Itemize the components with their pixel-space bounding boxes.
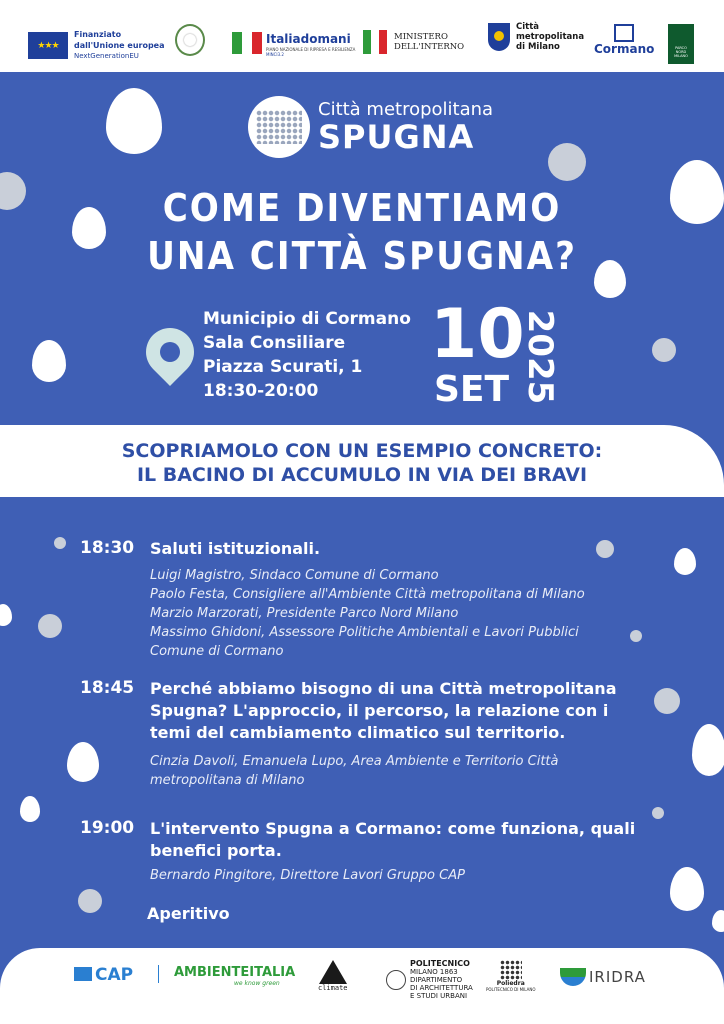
poli-line1: POLITECNICO	[410, 959, 470, 968]
water-drop-icon	[674, 548, 696, 575]
agenda-title: Saluti istituzionali.	[150, 539, 321, 558]
water-drop-icon	[32, 340, 66, 382]
eu-line3: NextGenerationEU	[74, 52, 139, 60]
poliedra-logo	[486, 960, 535, 992]
parco-line2: NORD	[675, 50, 687, 54]
citta-metropolitana-logo	[488, 22, 584, 52]
poliedra-text: Poliedra	[496, 980, 525, 987]
cap-text: CAP	[95, 965, 134, 985]
italian-flag-icon	[363, 30, 387, 54]
poliedra-mark-icon	[500, 960, 522, 980]
decorative-dot	[654, 688, 680, 714]
eu-line1: Finanziato	[74, 30, 122, 39]
decorative-dot	[652, 807, 664, 819]
ministero-line2: DELL'INTERNO	[394, 42, 465, 52]
speaker-line: Comune di Cormano	[150, 644, 284, 659]
water-drop-icon	[20, 796, 40, 822]
politecnico-seal-icon	[386, 970, 406, 990]
eu-flag-icon: ★★★	[28, 32, 68, 59]
brand-small: Città metropolitana	[318, 99, 494, 120]
water-drop-icon	[0, 604, 12, 626]
agenda-time: 18:30	[80, 538, 135, 558]
venue-info	[203, 307, 411, 403]
eu-line2: dall'Unione europea	[74, 41, 165, 50]
parco-line3: MILANO	[674, 54, 688, 58]
speaker-line: metropolitana di Milano	[150, 773, 305, 788]
poli-dept1: DIPARTIMENTO	[410, 976, 463, 984]
ambiente-text: AMBIENTEITALIA	[174, 965, 296, 980]
decorative-dot	[548, 143, 586, 181]
agenda-speakers	[150, 866, 650, 885]
title-line2: UNA CITTÀ SPUGNA?	[147, 234, 577, 278]
spugna-mark-icon	[248, 96, 310, 158]
brand-big: SPUGNA	[318, 118, 475, 156]
water-drop-icon	[67, 742, 99, 782]
italiadomani-logo	[232, 28, 355, 57]
agenda-title: L'intervento Spugna a Cormano: come funziona, quali benefici porta.	[150, 819, 636, 860]
subtitle-band	[0, 425, 724, 497]
bottom-logo-bar	[0, 948, 724, 1024]
speaker-line: Luigi Magistro, Sindaco Comune di Cormano	[150, 568, 439, 583]
speaker-line: Paolo Festa, Consigliere all'Ambiente Città metropolitana di Milano	[150, 587, 585, 602]
republic-emblem-icon	[175, 24, 205, 56]
water-drop-icon	[106, 88, 162, 154]
title-line1: COME DIVENTIAMO	[162, 186, 562, 230]
subtitle-line2: IL BACINO DI ACCUMULO IN VIA DEI BRAVI	[136, 464, 588, 486]
date-year: 2025	[520, 309, 560, 405]
location-pin-icon	[136, 318, 204, 386]
decorative-dot	[38, 614, 62, 638]
aperitivo-label: Aperitivo	[147, 904, 230, 923]
decorative-dot	[78, 889, 102, 913]
cap-mark-icon	[74, 967, 92, 981]
logo-separator	[158, 965, 159, 983]
italian-republic-emblem	[175, 24, 205, 56]
italian-flag-icon	[232, 32, 262, 54]
subtitle-line1: SCOPRIAMOLO CON UN ESEMPIO CONCRETO:	[121, 440, 603, 462]
decorative-dot	[54, 537, 66, 549]
iridra-text: IRIDRA	[589, 968, 646, 986]
agenda-time: 18:45	[80, 678, 135, 698]
venue-line1: Municipio di Cormano	[203, 309, 411, 329]
cormano-crest-icon	[614, 24, 634, 42]
speaker-line: Massimo Ghidoni, Assessore Politiche Ambientali e Lavori Pubblici	[150, 625, 579, 640]
date-day: 10	[430, 295, 525, 374]
italiadomani-text: Italiadomani	[266, 32, 351, 46]
page-title	[0, 184, 724, 280]
poli-line2: MILANO 1863	[410, 968, 458, 976]
citta-line2: metropolitana	[516, 32, 585, 42]
water-drop-icon	[692, 724, 724, 776]
ministero-logo	[363, 30, 464, 54]
ministero-line1: MINISTERO	[394, 32, 448, 42]
decorative-dot	[652, 338, 676, 362]
water-drop-icon	[670, 867, 704, 911]
poliedra-sub: POLITECNICO DI MILANO	[486, 987, 536, 992]
iridra-wave-icon	[560, 968, 586, 986]
top-logo-bar	[0, 0, 724, 72]
parco-nord-badge	[668, 24, 694, 64]
speaker-line: Cinzia Davoli, Emanuela Lupo, Area Ambiente e Territorio Città	[150, 754, 559, 769]
cap-logo	[74, 965, 133, 985]
date-month: SET	[434, 369, 510, 410]
ambiente-tag: we know green	[234, 980, 280, 987]
citta-line3: di Milano	[516, 42, 560, 52]
mountain-icon	[319, 960, 347, 984]
agenda-time: 19:00	[80, 818, 135, 838]
spugna-brand-logo	[248, 96, 493, 158]
parco-line1: PARCO	[675, 46, 687, 50]
politecnico-logo	[386, 960, 473, 1000]
italiadomani-sub: PIANO NAZIONALE DI RIPRESA E RESILIENZA	[266, 47, 356, 52]
cormano-text: Cormano	[594, 42, 655, 56]
date-year-wrap	[520, 305, 560, 409]
agenda-title: Perché abbiamo bisogno di una Città metropolitana Spugna? L'approccio, il percorso, la relazione con i temi del cambiamento climatico sul territorio.	[150, 679, 617, 742]
poli-dept3: E STUDI URBANI	[410, 992, 468, 1000]
ambienteitalia-logo	[174, 966, 295, 987]
poli-dept2: DI ARCHITETTURA	[410, 984, 473, 992]
agenda-speakers	[150, 566, 650, 661]
italiadomani-mission: MINCI3.2	[266, 52, 284, 57]
water-drop-icon	[712, 910, 724, 932]
iridra-logo	[560, 968, 646, 986]
citta-line1: Città	[516, 22, 540, 32]
crest-icon	[488, 23, 510, 51]
eu-logo	[28, 29, 165, 62]
climate-text: climate	[318, 984, 348, 992]
venue-hours: 18:30-20:00	[203, 381, 319, 401]
cormano-logo	[594, 24, 654, 56]
venue-line3: Piazza Scurati, 1	[203, 357, 363, 377]
venue-line2: Sala Consiliare	[203, 333, 346, 353]
parco-nord-logo	[668, 24, 694, 64]
agenda-speakers	[150, 752, 650, 790]
climate-logo	[318, 960, 348, 992]
speaker-line: Marzio Marzorati, Presidente Parco Nord Milano	[150, 606, 459, 621]
speaker-line: Bernardo Pingitore, Direttore Lavori Gruppo CAP	[150, 868, 465, 883]
